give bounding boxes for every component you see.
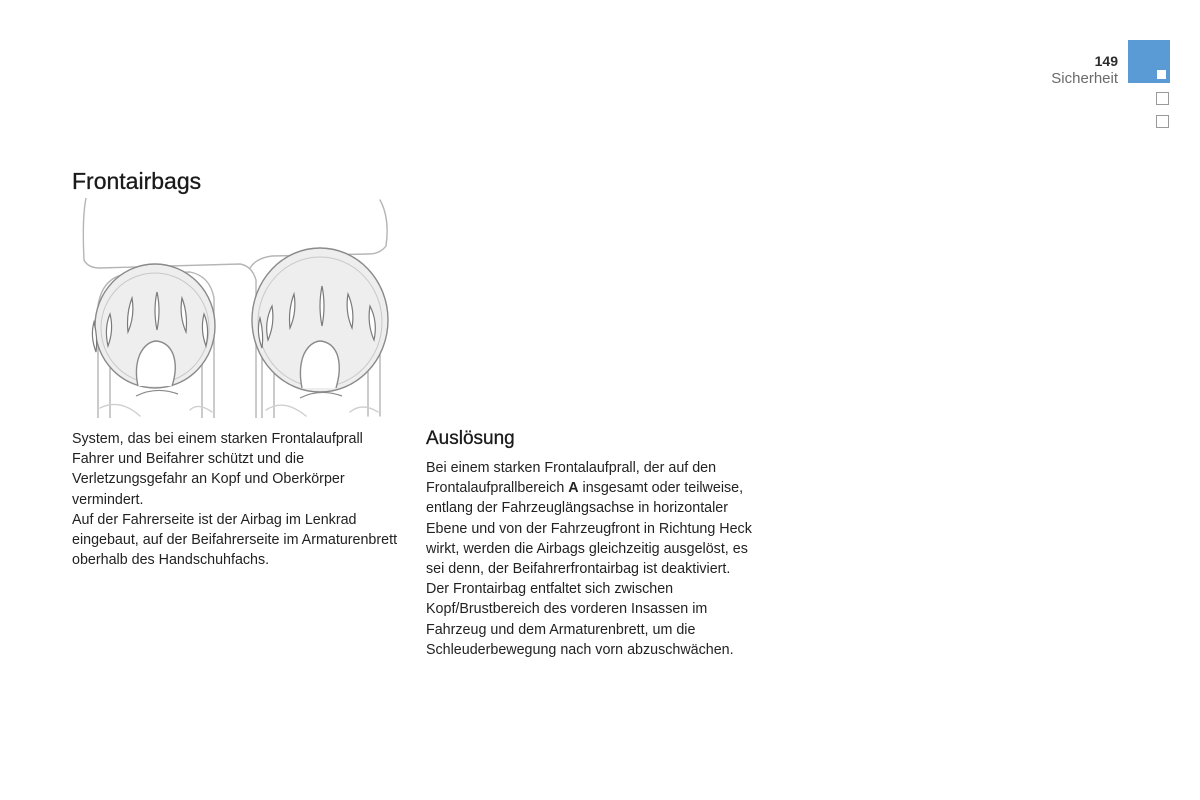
ausloesung-text (426, 458, 766, 660)
page-title: Frontairbags (72, 168, 202, 194)
chapter-tab-active (1128, 40, 1170, 83)
front-airbags-illustration (80, 198, 395, 418)
zone-label-a: A (568, 480, 579, 497)
ausloesung-paragraph-1 (426, 458, 766, 579)
page-number: 149 (1094, 53, 1118, 69)
ausloesung-paragraph-2: Der Frontairbag entfaltet sich zwischen Kopf/Brustbereich des vorderen Insassen im Fahrzeug und dem Armaturenbrett, um die Schleuderbewegung nach vorn abzuschwächen. (426, 581, 734, 658)
paragraph-text: insgesamt oder teilweise, entlang der Fahrzeuglängsachse in horizontaler Ebene und von der Fahrzeugfront in Richtung Heck wirkt, werden die Airbags gleichzeitig ausgelöst, es sei denn, der Beifahrerfrontairbag ist deaktiviert. (426, 480, 752, 578)
chapter-tab-empty (1156, 92, 1169, 105)
section-name: Sicherheit (1051, 70, 1118, 87)
intro-text (72, 429, 402, 570)
intro-paragraph-2: Auf der Fahrerseite ist der Airbag im Lenkrad eingebaut, auf der Beifahrerseite im Armaturenbrett oberhalb des Handschuhfachs. (72, 511, 398, 569)
section-heading-ausloesung: Auslösung (426, 428, 515, 449)
paragraph-text: Bei einem starken Frontalaufprall, der auf den Frontalaufprallbereich (426, 460, 717, 497)
intro-paragraph-1: System, das bei einem starken Frontalaufprall Fahrer und Beifahrer schützt und die Verletzungsgefahr an Kopf und Oberkörper vermindert. (72, 431, 363, 508)
chapter-tab-empty (1156, 115, 1169, 128)
tab-marker-icon (1157, 70, 1166, 79)
